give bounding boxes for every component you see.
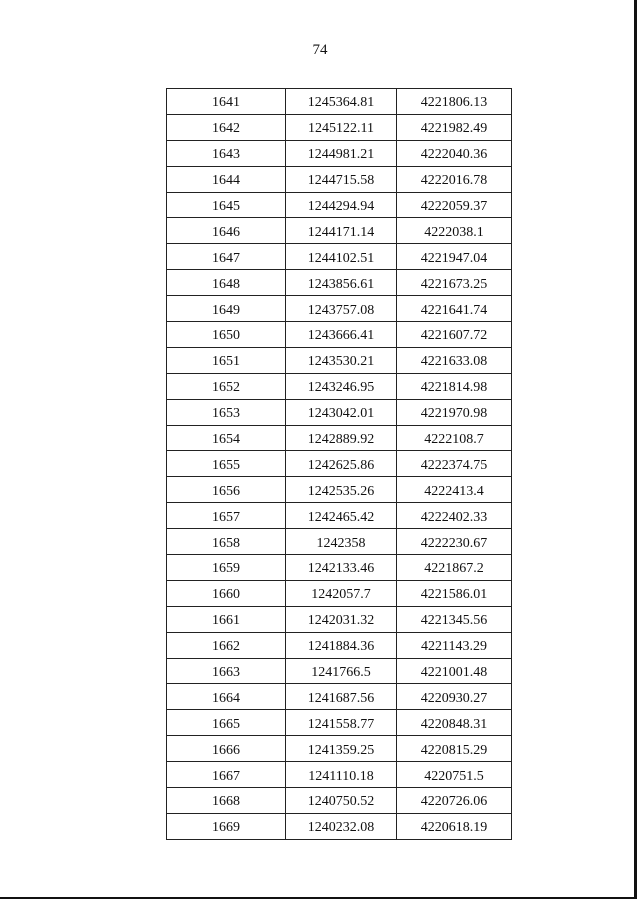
coordinates-table — [166, 88, 512, 840]
cell-text: 1245364.81 — [307, 95, 375, 111]
y-coordinate-cell — [397, 736, 512, 762]
x-coordinate-cell — [286, 710, 397, 736]
cell-text: 1243530.21 — [307, 354, 375, 370]
cell-text: 1652 — [212, 380, 240, 396]
table-row — [167, 451, 512, 477]
cell-text: 1241766.5 — [311, 665, 371, 681]
table-row — [167, 192, 512, 218]
cell-text: 1240232.08 — [307, 820, 375, 836]
cell-text: 4222108.7 — [424, 432, 484, 448]
table-row — [167, 322, 512, 348]
y-coordinate-cell — [397, 580, 512, 606]
x-coordinate-cell — [286, 684, 397, 710]
point-number-cell — [167, 451, 286, 477]
y-coordinate-cell — [397, 684, 512, 710]
y-coordinate-cell — [397, 606, 512, 632]
y-coordinate-cell — [397, 632, 512, 658]
y-coordinate-cell — [397, 373, 512, 399]
cell-text: 1657 — [212, 509, 240, 525]
cell-text: 1242625.86 — [307, 457, 375, 473]
y-coordinate-cell — [397, 813, 512, 839]
cell-text: 1644 — [212, 173, 240, 189]
cell-text: 1241687.56 — [307, 690, 375, 706]
point-number-cell — [167, 477, 286, 503]
point-number-cell — [167, 244, 286, 270]
point-number-cell — [167, 632, 286, 658]
x-coordinate-cell — [286, 322, 397, 348]
x-coordinate-cell — [286, 632, 397, 658]
y-coordinate-cell — [397, 503, 512, 529]
point-number-cell — [167, 347, 286, 373]
table-row — [167, 736, 512, 762]
point-number-cell — [167, 192, 286, 218]
table-row — [167, 399, 512, 425]
table-row — [167, 555, 512, 581]
point-number-cell — [167, 606, 286, 632]
cell-text: 4220726.06 — [420, 794, 488, 810]
y-coordinate-cell — [397, 244, 512, 270]
y-coordinate-cell — [397, 192, 512, 218]
cell-text: 1648 — [212, 276, 240, 292]
x-coordinate-cell — [286, 658, 397, 684]
cell-text: 1243246.95 — [307, 380, 375, 396]
cell-text: 1653 — [212, 406, 240, 422]
y-coordinate-cell — [397, 710, 512, 736]
cell-text: 4221814.98 — [420, 380, 488, 396]
x-coordinate-cell — [286, 529, 397, 555]
table-row — [167, 477, 512, 503]
point-number-cell — [167, 166, 286, 192]
table-row — [167, 684, 512, 710]
cell-text: 4221633.08 — [420, 354, 488, 370]
cell-text: 1658 — [212, 535, 240, 551]
cell-text: 4220618.19 — [420, 820, 488, 836]
cell-text: 1654 — [212, 432, 240, 448]
point-number-cell — [167, 710, 286, 736]
y-coordinate-cell — [397, 451, 512, 477]
y-coordinate-cell — [397, 322, 512, 348]
cell-text: 1656 — [212, 483, 240, 499]
cell-text: 1243042.01 — [307, 406, 375, 422]
point-number-cell — [167, 529, 286, 555]
cell-text: 4221982.49 — [420, 121, 488, 137]
point-number-cell — [167, 684, 286, 710]
point-number-cell — [167, 296, 286, 322]
cell-text: 1243856.61 — [307, 276, 375, 292]
table-row — [167, 606, 512, 632]
cell-text: 4222059.37 — [420, 199, 488, 214]
table-row — [167, 218, 512, 244]
point-number-cell — [167, 89, 286, 115]
cell-text: 1244715.58 — [307, 173, 375, 189]
cell-text: 1668 — [212, 794, 240, 810]
x-coordinate-cell — [286, 425, 397, 451]
cell-text: 1664 — [212, 690, 240, 706]
x-coordinate-cell — [286, 296, 397, 322]
x-coordinate-cell — [286, 762, 397, 788]
cell-text: 4220815.29 — [420, 742, 488, 758]
x-coordinate-cell — [286, 218, 397, 244]
table-row — [167, 813, 512, 839]
cell-text: 1244981.21 — [307, 147, 375, 163]
cell-text: 4222413.4 — [424, 483, 484, 499]
x-coordinate-cell — [286, 114, 397, 140]
cell-text: 1241558.77 — [307, 716, 375, 732]
x-coordinate-cell — [286, 347, 397, 373]
y-coordinate-cell — [397, 425, 512, 451]
cell-text: 4221001.48 — [420, 665, 488, 681]
cell-text: 1667 — [212, 768, 240, 784]
table-row — [167, 373, 512, 399]
cell-text: 1642 — [212, 121, 240, 137]
cell-text: 1641 — [212, 95, 240, 111]
cell-text: 1649 — [212, 302, 240, 318]
cell-text: 4221947.04 — [420, 250, 488, 266]
x-coordinate-cell — [286, 580, 397, 606]
table-row — [167, 347, 512, 373]
point-number-cell — [167, 762, 286, 788]
x-coordinate-cell — [286, 477, 397, 503]
point-number-cell — [167, 425, 286, 451]
cell-text: 1242535.26 — [307, 483, 375, 499]
point-number-cell — [167, 503, 286, 529]
cell-text: 1242889.92 — [307, 432, 375, 448]
cell-text: 1241110.18 — [308, 768, 374, 784]
table-row — [167, 140, 512, 166]
page-number: 74 — [312, 42, 328, 58]
x-coordinate-cell — [286, 399, 397, 425]
cell-text: 1242133.46 — [307, 561, 375, 577]
cell-text: 1244171.14 — [307, 224, 375, 240]
point-number-cell — [167, 813, 286, 839]
y-coordinate-cell — [397, 658, 512, 684]
x-coordinate-cell — [286, 736, 397, 762]
y-coordinate-cell — [397, 555, 512, 581]
point-number-cell — [167, 399, 286, 425]
cell-text: 4220751.5 — [424, 768, 484, 784]
y-coordinate-cell — [397, 166, 512, 192]
cell-text: 1650 — [212, 328, 240, 344]
y-coordinate-cell — [397, 477, 512, 503]
cell-text: 1659 — [212, 561, 240, 577]
cell-text: 4221673.25 — [420, 276, 488, 292]
y-coordinate-cell — [397, 529, 512, 555]
x-coordinate-cell — [286, 192, 397, 218]
cell-text: 4221641.74 — [420, 302, 488, 318]
cell-text: 1243757.08 — [307, 302, 375, 318]
cell-text: 1242358 — [316, 535, 366, 551]
table-row — [167, 503, 512, 529]
cell-text: 1669 — [212, 820, 240, 836]
cell-text: 4221806.13 — [420, 95, 488, 111]
cell-text: 1245122.11 — [308, 121, 374, 137]
x-coordinate-cell — [286, 89, 397, 115]
x-coordinate-cell — [286, 606, 397, 632]
point-number-cell — [167, 218, 286, 244]
x-coordinate-cell — [286, 270, 397, 296]
table-row — [167, 89, 512, 115]
point-number-cell — [167, 322, 286, 348]
cell-text: 1240750.52 — [307, 794, 375, 810]
y-coordinate-cell — [397, 762, 512, 788]
point-number-cell — [167, 788, 286, 814]
table-row — [167, 529, 512, 555]
cell-text: 4222230.67 — [420, 535, 488, 551]
cell-text: 1661 — [212, 613, 240, 629]
cell-text: 4221867.2 — [424, 561, 484, 577]
table-row — [167, 762, 512, 788]
cell-text: 4222374.75 — [420, 457, 488, 473]
x-coordinate-cell — [286, 451, 397, 477]
cell-text: 4221143.29 — [421, 639, 487, 655]
cell-text: 4221607.72 — [420, 328, 488, 344]
point-number-cell — [167, 736, 286, 762]
table-row — [167, 296, 512, 322]
cell-text: 1244102.51 — [307, 250, 375, 266]
cell-text: 4221345.56 — [420, 613, 488, 629]
cell-text: 1655 — [212, 457, 240, 473]
cell-text: 1646 — [212, 224, 240, 240]
table-row — [167, 270, 512, 296]
x-coordinate-cell — [286, 503, 397, 529]
x-coordinate-cell — [286, 813, 397, 839]
y-coordinate-cell — [397, 296, 512, 322]
table-row — [167, 788, 512, 814]
y-coordinate-cell — [397, 89, 512, 115]
point-number-cell — [167, 140, 286, 166]
y-coordinate-cell — [397, 270, 512, 296]
cell-text: 1242057.7 — [311, 587, 371, 603]
table-row — [167, 166, 512, 192]
cell-text: 1651 — [212, 354, 240, 370]
table-row — [167, 658, 512, 684]
y-coordinate-cell — [397, 218, 512, 244]
point-number-cell — [167, 555, 286, 581]
cell-text: 1242031.32 — [307, 613, 375, 629]
x-coordinate-cell — [286, 140, 397, 166]
coordinates-table-body — [167, 89, 512, 840]
point-number-cell — [167, 658, 286, 684]
cell-text: 4222016.78 — [420, 173, 488, 189]
x-coordinate-cell — [286, 166, 397, 192]
cell-text: 4221586.01 — [420, 587, 488, 603]
table-row — [167, 114, 512, 140]
cell-text: 4220848.31 — [420, 716, 488, 732]
cell-text: 1662 — [212, 639, 240, 655]
x-coordinate-cell — [286, 373, 397, 399]
table-row — [167, 425, 512, 451]
cell-text: 1647 — [212, 250, 240, 266]
y-coordinate-cell — [397, 140, 512, 166]
cell-text: 1244294.94 — [307, 199, 375, 214]
x-coordinate-cell — [286, 788, 397, 814]
cell-text: 1241359.25 — [307, 742, 375, 758]
cell-text: 4220930.27 — [420, 690, 488, 706]
y-coordinate-cell — [397, 114, 512, 140]
cell-text: 1666 — [212, 742, 240, 758]
cell-text: 1660 — [212, 587, 240, 603]
cell-text: 4222040.36 — [420, 147, 488, 163]
cell-text: 1645 — [212, 199, 240, 214]
table-row — [167, 244, 512, 270]
table-row — [167, 632, 512, 658]
cell-text: 4222402.33 — [420, 509, 488, 525]
point-number-cell — [167, 580, 286, 606]
cell-text: 1663 — [212, 665, 240, 681]
table-row — [167, 580, 512, 606]
table-row — [167, 710, 512, 736]
cell-text: 1643 — [212, 147, 240, 163]
x-coordinate-cell — [286, 244, 397, 270]
cell-text: 4221970.98 — [420, 406, 488, 422]
cell-text: 1665 — [212, 716, 240, 732]
cell-text: 1243666.41 — [307, 328, 375, 344]
y-coordinate-cell — [397, 347, 512, 373]
cell-text: 1242465.42 — [307, 509, 375, 525]
cell-text: 4222038.1 — [424, 224, 484, 240]
y-coordinate-cell — [397, 788, 512, 814]
y-coordinate-cell — [397, 399, 512, 425]
point-number-cell — [167, 373, 286, 399]
x-coordinate-cell — [286, 555, 397, 581]
cell-text: 1241884.36 — [307, 639, 375, 655]
point-number-cell — [167, 270, 286, 296]
point-number-cell — [167, 114, 286, 140]
